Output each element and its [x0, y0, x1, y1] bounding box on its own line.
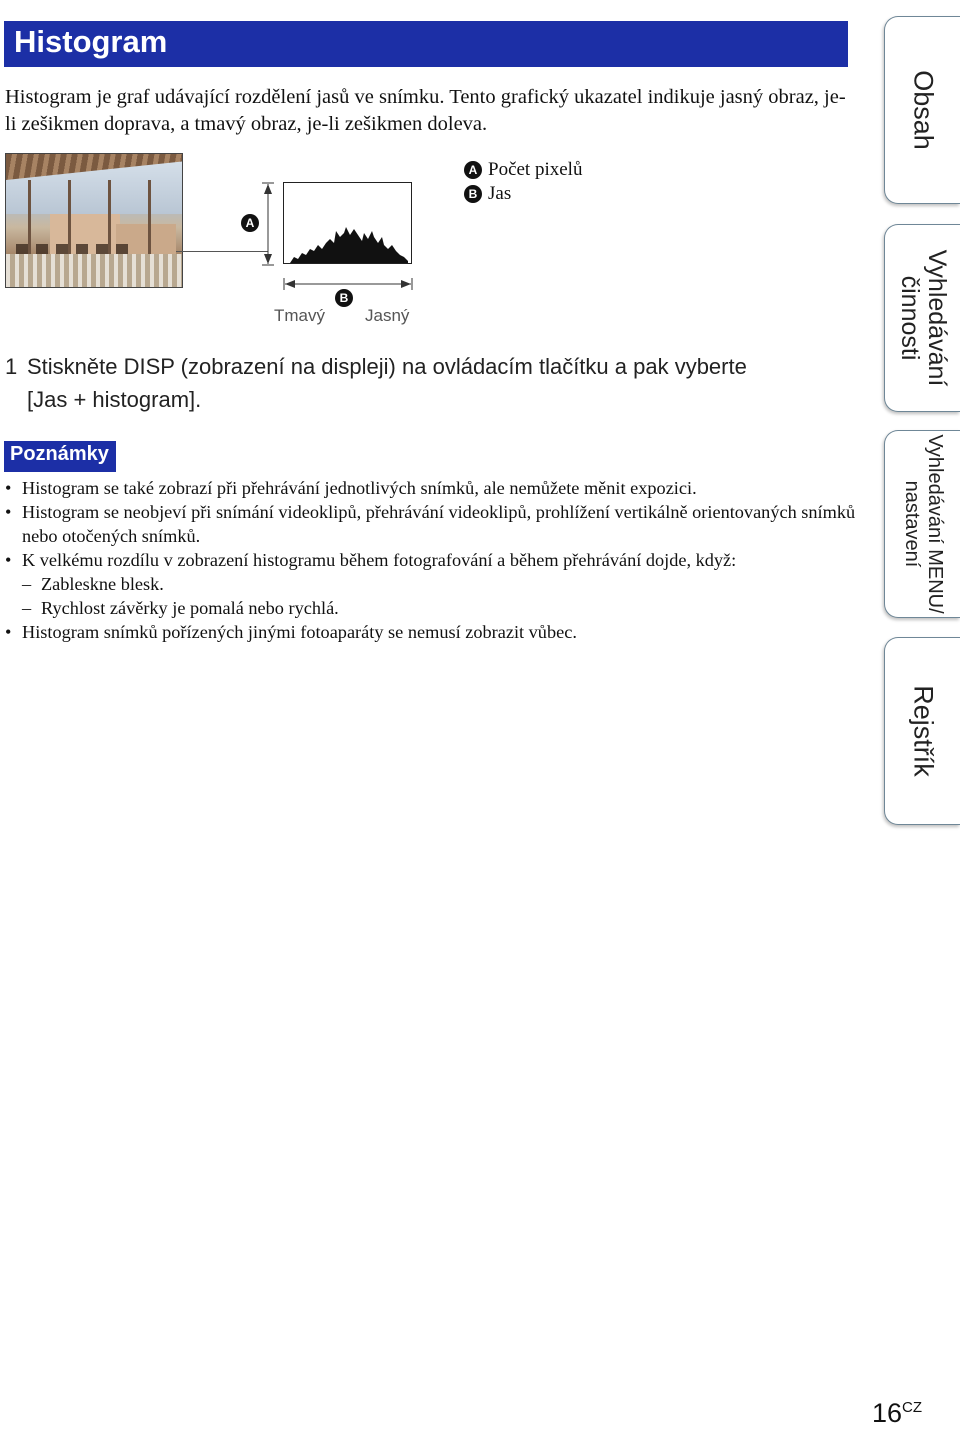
dark-label: Tmavý: [274, 306, 325, 325]
dash: –: [22, 574, 32, 594]
step-instruction: [5, 350, 855, 416]
tab-search-menu-label-1: Vyhledávání MENU/: [923, 434, 946, 614]
tab-search-menu-label-2: nastavení: [900, 480, 923, 568]
histogram-graph: [283, 182, 412, 264]
tab-index-label: Rejstřík: [908, 685, 938, 777]
notes-heading: Poznámky: [4, 441, 116, 472]
step-text-line1: Stiskněte DISP (zobrazení na displeji) na ovládacím tlačítku a pak vyberte: [27, 354, 747, 379]
legend-text-pixel-count: Počet pixelů: [488, 159, 583, 180]
vertical-arrow-icon: [260, 182, 276, 268]
tab-contents-label: Obsah: [908, 70, 938, 150]
list-item: • Histogram snímků pořízených jinými fotoaparáty se nemusí zobrazit vůbec.: [5, 622, 577, 642]
connector-line: [176, 251, 268, 252]
legend-item: [464, 182, 582, 206]
histogram-bars: [284, 183, 413, 265]
bullet: •: [5, 502, 12, 522]
marker-b: B: [335, 289, 353, 307]
figure-legend: [464, 158, 582, 206]
bullet: •: [5, 478, 12, 498]
tab-index[interactable]: [884, 637, 960, 825]
tab-search-operations-label-1: Vyhledávání: [922, 249, 951, 387]
list-item: • K velkému rozdílu v zobrazení histogramu během fotografování a během přehrávání dojde, když:: [5, 550, 737, 570]
legend-marker-a: A: [464, 161, 482, 179]
tab-search-operations[interactable]: [884, 224, 960, 412]
page-locale: CZ: [902, 1399, 923, 1416]
tab-search-menu-settings[interactable]: [884, 430, 960, 618]
bright-label: Jasný: [365, 306, 410, 325]
notes-list: [5, 476, 865, 644]
list-subitem: – Zableskne blesk.: [22, 574, 164, 594]
legend-marker-b: B: [464, 185, 482, 203]
list-item: • Histogram se také zobrazí při přehrávání jednotlivých snímků, ale nemůžete měnit expozici.: [5, 478, 697, 498]
marker-a: A: [241, 214, 259, 232]
step-number: 1: [5, 354, 18, 379]
bullet: •: [5, 622, 12, 642]
step-text-line2: [Jas + histogram].: [27, 387, 202, 412]
page-title: Histogram: [4, 21, 848, 67]
legend-text-brightness: Jas: [488, 183, 512, 204]
dash: –: [22, 598, 32, 618]
page-number: $16^{CZ}$: [872, 1398, 923, 1428]
legend-item: [464, 158, 582, 182]
tab-search-operations-label-2: činnosti: [895, 275, 924, 361]
intro-paragraph: Histogram je graf udávající rozdělení jasů ve snímku. Tento grafický ukazatel indikuje jasný obraz, je-li zešikmen doprava, a tmavý obraz, je-li zešikmen doleva.: [5, 86, 846, 135]
list-item: • Histogram se neobjeví při snímání videoklipů, přehrávání videoklipů, prohlížení vertikálně orientovaných snímků nebo otočených snímků.: [5, 502, 856, 546]
bullet: •: [5, 550, 12, 570]
list-subitem: – Rychlost závěrky je pomalá nebo rychlá.: [22, 598, 339, 618]
sample-photo: [5, 153, 183, 288]
tab-contents[interactable]: [884, 16, 960, 204]
